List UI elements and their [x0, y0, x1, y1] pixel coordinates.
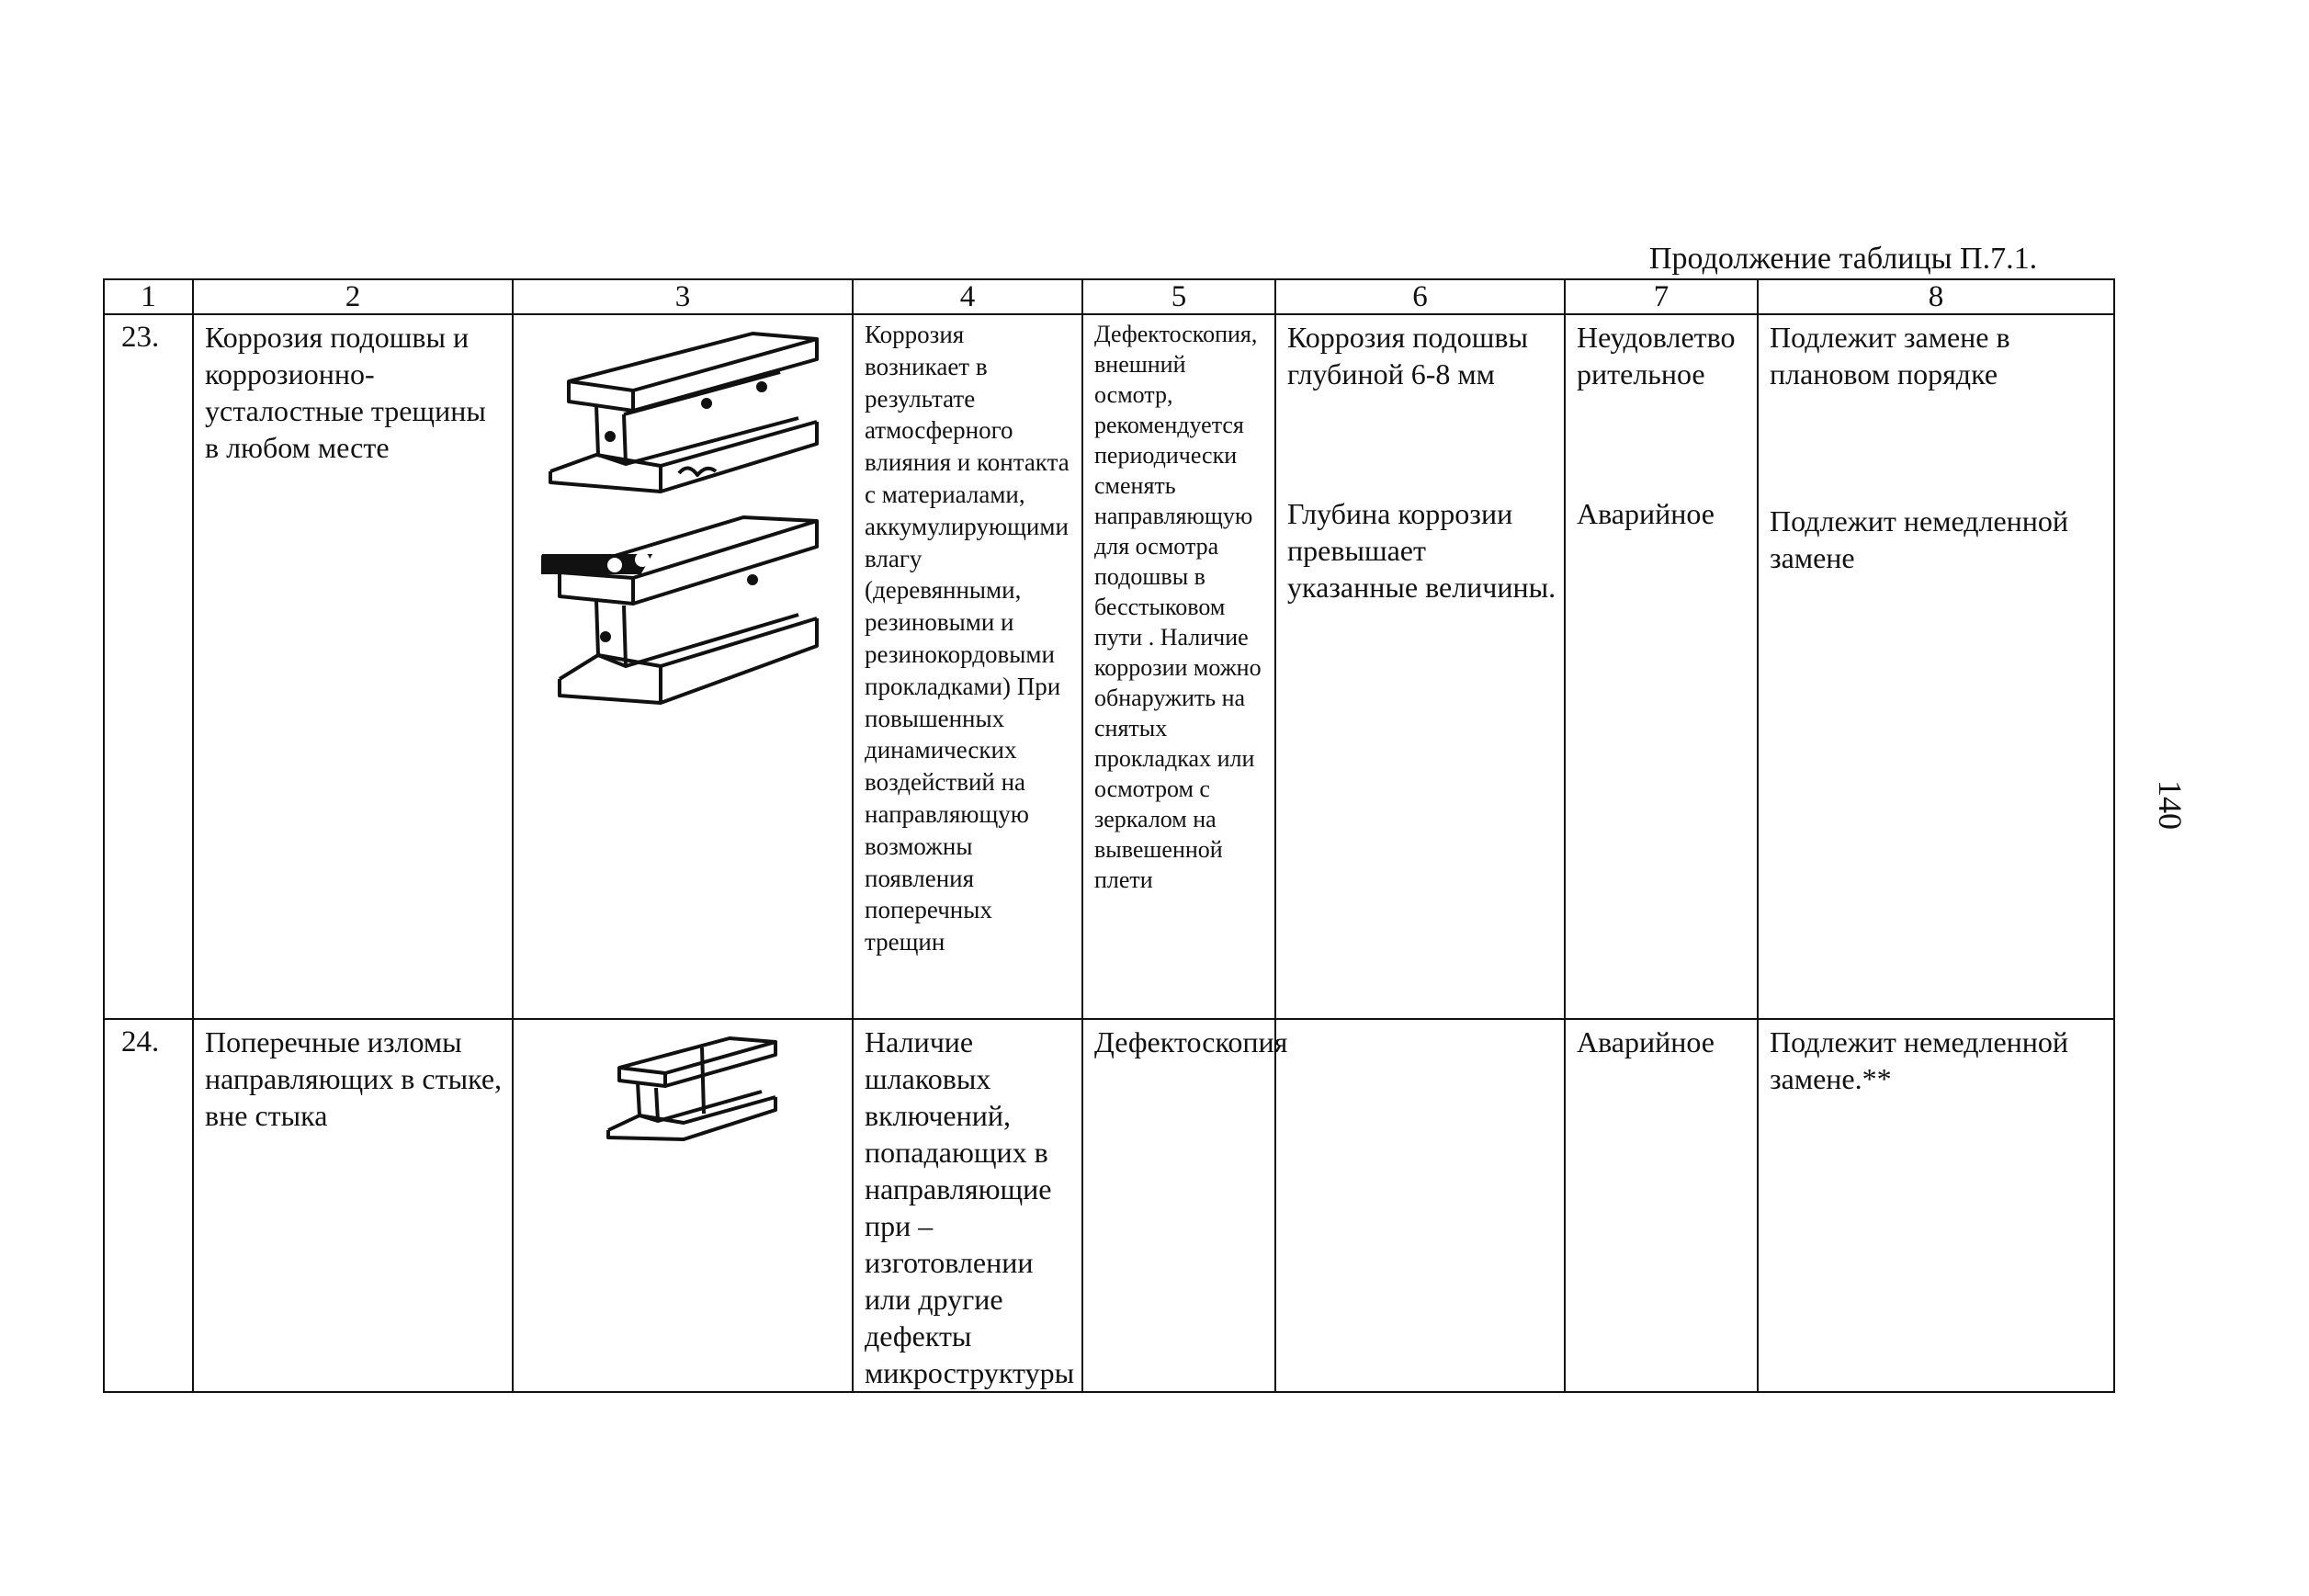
action-immediate: Подлежит немедленной замене.** [1758, 1019, 2114, 1392]
detection-method: Дефектоскопия, внешний осмотр, рекомендуется периодически сменять направляющую для осмотра подошвы в бесстыковом пути . Наличие коррозии можно обнаружить на снятых прокладках или осмотром с зеркалом на вывешенной плети [1082, 314, 1275, 1019]
column-header: 4 [853, 279, 1082, 314]
row-number: 24. [104, 1019, 193, 1392]
action-immediate: Подлежит немедленной замене [1770, 504, 2069, 574]
broken-rail-drawing-icon [601, 1031, 785, 1141]
column-header: 7 [1565, 279, 1758, 314]
criteria-cell [1275, 314, 1565, 1019]
row-number: 23. [104, 314, 193, 1019]
state-spacer [1577, 392, 1749, 495]
defect-cause: Коррозия возникает в результате атмосферного влияния и контакта с материалами, аккумулирующими влагу (деревянными, резиновыми и резинокордовыми прокладками) При повышенных динамических воздействий на направляющую возможны появления поперечных трещин [853, 314, 1082, 1019]
action-spacer [1770, 392, 2106, 503]
detection-method: Дефектоскопия [1082, 1019, 1275, 1392]
state-emergency: Аварийное [1577, 497, 1715, 530]
column-header: 3 [513, 279, 853, 314]
header-row [104, 279, 2114, 314]
criteria-cell [1275, 1019, 1565, 1392]
defect-name: Поперечные изломы направляющих в стыке, вне стыка [193, 1019, 513, 1392]
page-number: 140 [2152, 780, 2189, 830]
defects-table [103, 278, 2115, 1393]
column-header: 6 [1275, 279, 1565, 314]
action-planned: Подлежит замене в плановом порядке [1770, 321, 2010, 391]
table-row [104, 314, 2114, 1019]
action-cell [1758, 314, 2114, 1019]
state-cell [1565, 314, 1758, 1019]
state-unsatisfactory: Неудовлетворительное [1577, 321, 1736, 391]
defect-name: Коррозия подошвы и коррозионно-усталостные трещины в любом месте [193, 314, 513, 1019]
corroded-rail-drawing-icon [541, 326, 835, 501]
column-header: 5 [1082, 279, 1275, 314]
column-header: 8 [1758, 279, 2114, 314]
defect-illustration-cell [513, 314, 853, 1019]
criteria-spacer [1287, 392, 1556, 495]
criteria-unsatisfactory: Коррозия подошвы глубиной 6-8 мм [1287, 321, 1528, 391]
table-row [104, 1019, 2114, 1392]
defect-cause [853, 1019, 1082, 1392]
state-emergency: Аварийное [1565, 1019, 1758, 1392]
column-header: 2 [193, 279, 513, 314]
table-continuation-caption: Продолжение таблицы П.7.1. [1649, 242, 2038, 276]
criteria-emergency: Глубина коррозии превышает указанные величины. [1287, 497, 1556, 604]
defect-cause-text: Наличие шлаковых включений, попадающих в направляющие при – изготовлении или другие дефекты микроструктуры [865, 1025, 1075, 1389]
column-header: 1 [104, 279, 193, 314]
defect-illustration-cell [513, 1019, 853, 1392]
rail-with-pad-drawing-icon [541, 508, 835, 710]
